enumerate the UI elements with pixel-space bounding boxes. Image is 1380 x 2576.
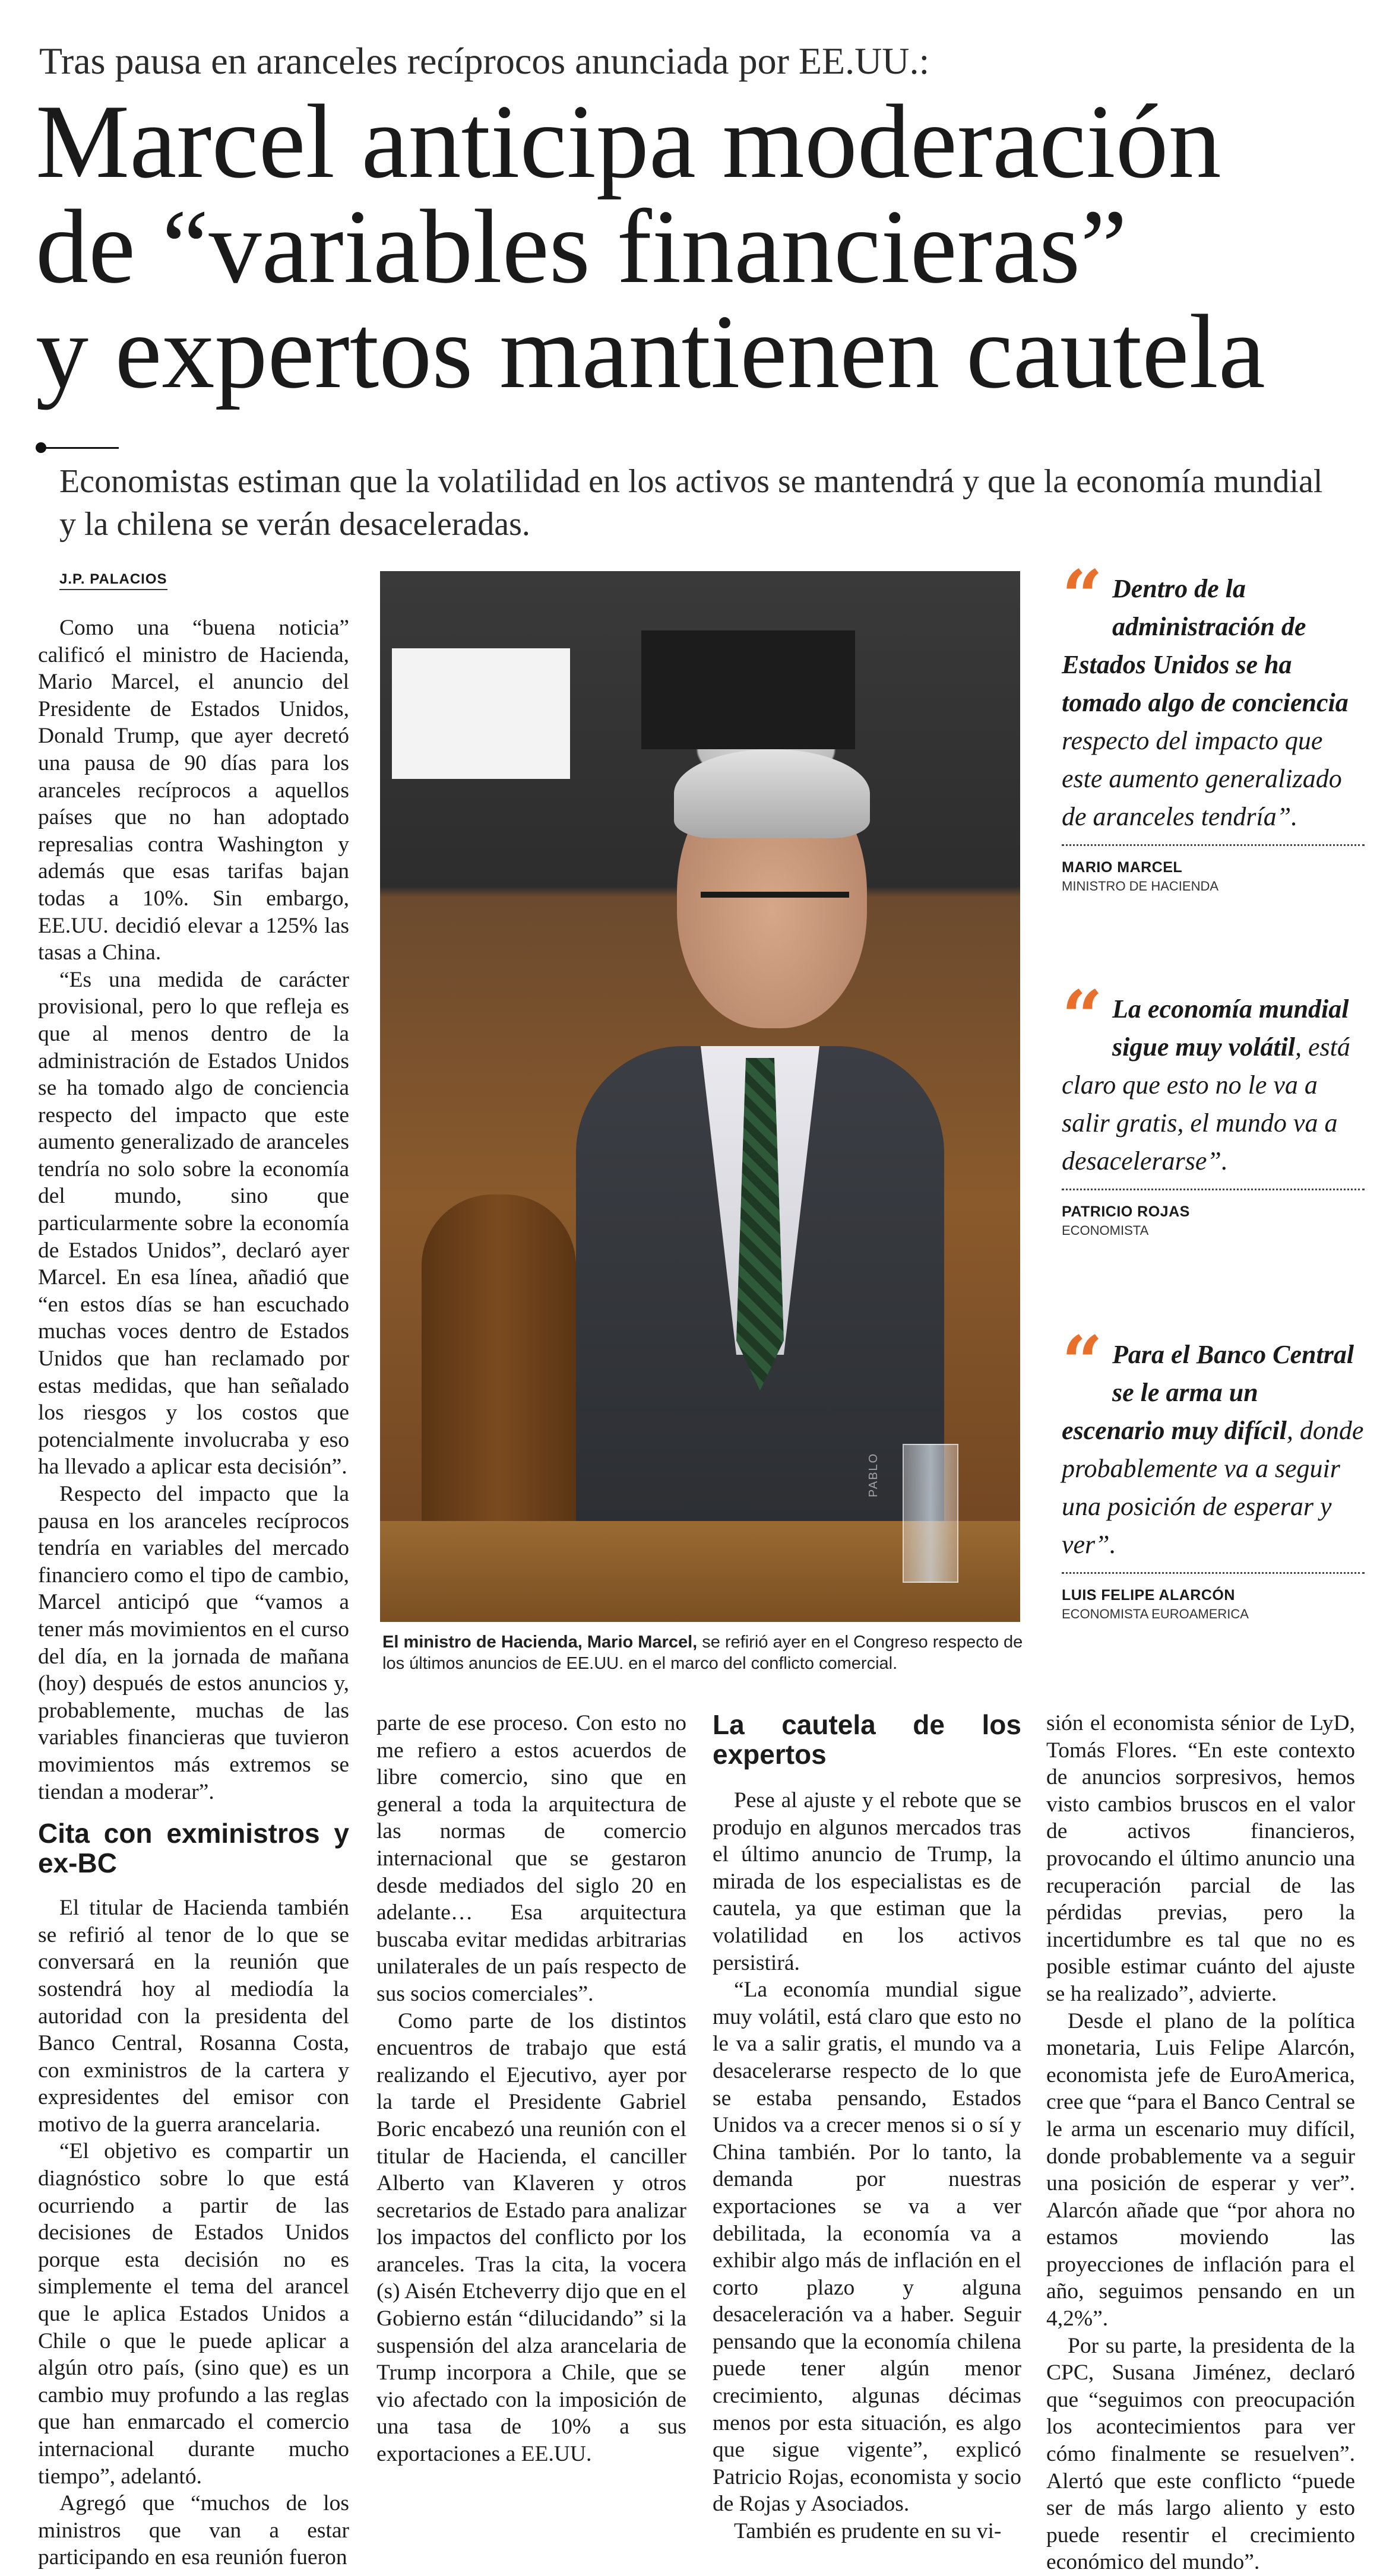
paragraph: También es prudente en su vi- [734, 2519, 1002, 2544]
headline-line-2: de “variables financieras” [36, 188, 1128, 305]
photo-name-cards [392, 648, 570, 779]
quote-author: LUIS FELIPE ALARCÓN [1062, 1587, 1235, 1604]
paragraph: sión el economista sénior de LyD, Tomás Flores. “En este contexto de anuncios sorpresivos, hemos visto cambios bruscos en el valor de activos financieros, provocando el último anuncio una recuperación parcial de las pérdidas previas, pero la incertidumbre es tal que no es posible estimar cuánto del ajuste se ha realizado”, advierte. [1046, 1711, 1355, 2006]
pull-quote [1062, 1320, 1365, 1622]
paragraph: Como una “buena noticia” calificó el ministro de Hacienda, Mario Marcel, el anuncio del Presidente de Estados Unidos, Donald Trump, que ayer decretó una pausa de 90 días para los aranceles recíprocos a aquellos países que no han adoptado represalias contra Washington y además que esas tarifas bajan todas a 10%. Sin embargo, EE.UU. decidió elevar a 125% las tasas a China. [38, 616, 349, 965]
photo-laptop [641, 630, 855, 749]
quote-text [1062, 975, 1365, 1180]
photo-hair [674, 749, 870, 838]
article-kicker: Tras pausa en aranceles recíprocos anunciada por EE.UU.: [39, 40, 930, 82]
quote-rest: respecto del impacto que este aumento generalizado de aranceles tendría”. [1062, 726, 1342, 831]
body-column-2 [376, 1710, 686, 2468]
quote-divider [1062, 844, 1365, 846]
quote-rest: , donde probablemente va a seguir una posición de esperar y ver”. [1062, 1416, 1364, 1559]
paragraph: El titular de Hacienda también se refirió al tenor de lo que se conversará en la reunión que sostendrá hoy al mediodía la autoridad con la presidenta del Banco Central, Rosanna Costa, con exministros de la cartera y expresidentes del emisor con motivo de la guerra arancelaria. [38, 1896, 349, 2137]
quote-author: MARIO MARCEL [1062, 859, 1183, 876]
photo-water-glass [903, 1444, 958, 1583]
quote-author-role: ECONOMISTA [1062, 1223, 1149, 1238]
paragraph: Como parte de los distintos encuentros de trabajo que está realizando el Ejecutivo, ayer por la tarde el Presidente Gabriel Boric encabezó una reunión con el titular de Hacienda, el canciller Alberto van Klaveren y otros secretarios de Estado para analizar los impactos del conflicto por los aranceles. Tras la cita, la vocera (s) Aisén Etcheverry dijo que en el Gobierno están “dilucidando” si la suspensión del alza arancelaria de Trump incorpora a Chile, que se vio afectado con la imposición de una tasa de 10% a sus exportaciones a EE.UU. [376, 2008, 686, 2467]
paragraph: Por su parte, la presidenta de la CPC, Susana Jiménez, declaró que “seguimos con preocupación los acontecimientos para ver cómo finalmente se resuelven”. Alertó que este conflicto “puede ser de más largo aliento y esto puede resentir el crecimiento económico del mundo”. [1046, 2333, 1355, 2575]
photo-caption [382, 1631, 1024, 1674]
quote-bold: Dentro de la administración de Estados Unidos se ha tomado algo de conciencia [1062, 574, 1349, 717]
quote-mark-icon: “ [1062, 975, 1103, 1059]
paragraph: parte de ese proceso. Con esto no me refiero a estos acuerdos de libre comercio, sino que en general a toda la arquitectura de las normas de comercio internacional que se gestaron desde mediados del siglo 20 en adelante… Esa arquitectura buscaba evitar medidas arbitrarias unilaterales de un país respecto de sus socios comerciales”. [376, 1711, 686, 2006]
pull-quote [1062, 975, 1365, 1238]
body-column-4 [1046, 1710, 1355, 2576]
section-subheading: Cita con exministros y ex-BC [38, 1818, 349, 1879]
quote-mark-icon: “ [1062, 555, 1103, 638]
quote-author-role: MINISTRO DE HACIENDA [1062, 879, 1219, 893]
section-subheading: La cautela de los expertos [713, 1709, 1021, 1770]
headline-line-3: y expertos mantienen cautela [36, 293, 1265, 410]
quote-text [1062, 555, 1365, 836]
photo-credit: PABLO [867, 1452, 880, 1497]
paragraph: “Es una medida de carácter provisional, pero lo que refleja es que al menos dentro de la administración de Estados Unidos se ha tomado algo de conciencia respecto del impacto que este aumento generalizado de aranceles tendría no solo sobre la economía del mundo, sino que particularmente sobre la economía de Estados Unidos”, declaró ayer Marcel. En esa línea, añadió que “en estos días se han escuchado muchas voces dentro de Estados Unidos que han reclamado por estas medidas, que han señalado los riesgos y los costos que potencialmente involucraba y eso ha llevado a aplicar esta decisión”. [38, 967, 349, 1479]
paragraph: “La economía mundial sigue muy volátil, está claro que esto no le va a salir gratis, el mundo va a desacelerarse respecto de lo que se estaba pensando, Estados Unidos va a crecer menos si o sí y China también. Por lo tanto, la demanda por nuestras exportaciones se va a ver debilitada, la economía va a exhibir algo más de inflación en el corto plazo y alguna desaceleración va a haber. Seguir pensando que la economía chilena puede tener algún menor crecimiento, algunas décimas menos por esta situación, es algo que sigue vigente”, explicó Patricio Rojas, economista y socio de Rojas y Asociados. [713, 1978, 1021, 2517]
headline-line-1: Marcel anticipa moderación [36, 83, 1221, 200]
pull-quote [1062, 555, 1365, 894]
caption-text: se refirió ayer en el Congreso respecto de los últimos anuncios de EE.UU. en el marco del conflicto comercial. [382, 1633, 1023, 1673]
quote-text [1062, 1320, 1365, 1564]
article-headline [36, 83, 1330, 410]
quote-divider [1062, 1572, 1365, 1574]
quote-author: PATRICIO ROJAS [1062, 1203, 1190, 1220]
quote-mark-icon: “ [1062, 1320, 1103, 1404]
quote-bold: Para el Banco Central se le arma un escenario muy difícil [1062, 1340, 1354, 1445]
article-subhead: Economistas estiman que la volatilidad en los activos se mantendrá y que la economía mundial y la chilena se verán desaceleradas. [59, 463, 1323, 543]
paragraph: “El objetivo es compartir un diagnóstico sobre lo que está ocurriendo a partir de las decisiones de Estados Unidos porque esta decisión no es simplemente el tema del arancel que le aplica Estados Unidos a Chile o que le puede aplicar a algún otro país, (sino que) es un cambio muy profundo a las reglas que han enmarcado el comercio internacional durante mucho tiempo”, adelantó. [38, 2139, 349, 2489]
paragraph: Respecto del impacto que la pausa en los aranceles recíprocos tendría en variables del mercado financiero como el tipo de cambio, Marcel anticipó que “vamos a tener más movimientos en el curso del día, en la jornada de mañana (hoy) después de estos anuncios y, probablemente, muchas de las variables financieras que tuvieron movimientos más extremos se tiendan a moderar”. [38, 1482, 349, 1804]
caption-lead: El ministro de Hacienda, Mario Marcel, [382, 1633, 698, 1652]
article-byline: J.P. PALACIOS [59, 571, 167, 590]
paragraph: Agregó que “muchos de los ministros que van a estar participando en esa reunión fueron [38, 2491, 349, 2570]
section-rule-line [42, 447, 119, 449]
paragraph: Pese al ajuste y el rebote que se produjo en algunos mercados tras el último anuncio de Trump, la mirada de los especialistas es de cautela, ya que estiman que la volatilidad en los activos persistirá. [713, 1788, 1021, 1975]
quote-divider [1062, 1189, 1365, 1190]
photo-glasses [701, 892, 849, 931]
quote-author-role: ECONOMISTA EUROAMERICA [1062, 1607, 1249, 1621]
body-column-3 [713, 1710, 1021, 2545]
article-photo [380, 571, 1020, 1622]
quote-rest: , está claro que esto no le va a salir gratis, el mundo va a desacelerarse”. [1062, 1032, 1350, 1175]
quote-bold: La economía mundial sigue muy volátil [1112, 994, 1349, 1062]
paragraph: Desde el plano de la política monetaria, Luis Felipe Alarcón, economista jefe de EuroAmerica, cree que “para el Banco Central se le arma un escenario muy difícil, donde probablemente va a seguir una posición de esperar y ver”. Alarcón añade que “por ahora no estamos moviendo las proyecciones de inflación para el año, seguimos pensando en un 4,2%”. [1046, 2008, 1355, 2331]
body-column-1 [38, 614, 349, 2571]
